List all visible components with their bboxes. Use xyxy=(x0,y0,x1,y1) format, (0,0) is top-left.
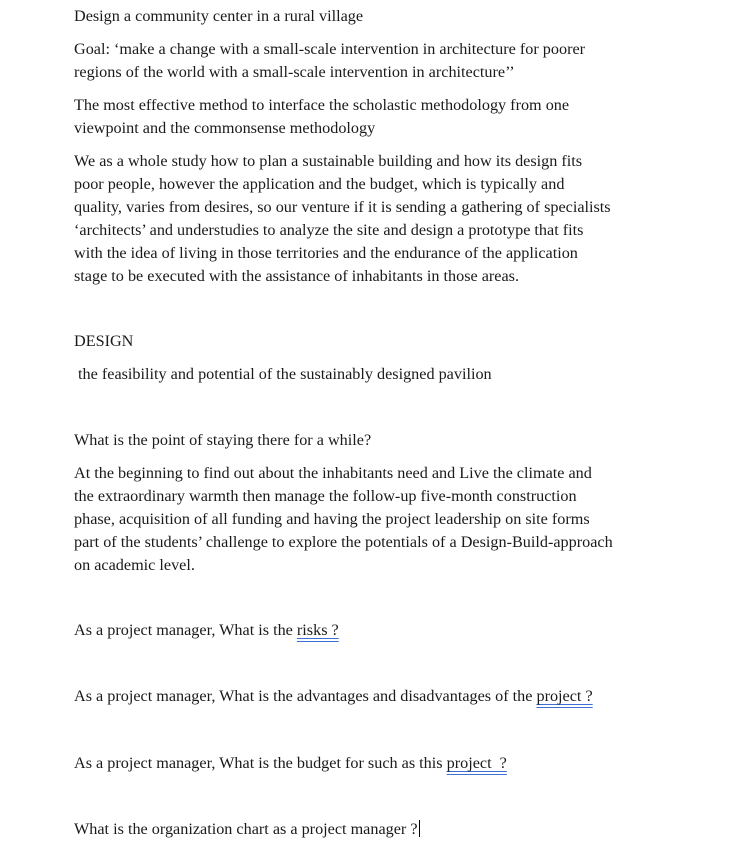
grammar-flag[interactable]: project ? xyxy=(536,687,593,705)
study-paragraph xyxy=(74,150,694,288)
text-line: quality, varies from desires, so our venture if it is sending a gathering of specialists xyxy=(74,198,611,216)
design-heading xyxy=(74,330,694,353)
text-line: stage to be executed with the assistance of inhabitants in those areas. xyxy=(74,267,520,285)
text-line xyxy=(74,818,694,841)
text-line: At the beginning to find out about the inhabitants need and Live the climate and xyxy=(74,464,592,482)
text-line: the extraordinary warmth then manage the follow-up five-month construction xyxy=(74,487,577,505)
question-advantages xyxy=(74,685,694,708)
question-budget xyxy=(74,752,694,775)
grammar-flag[interactable]: project ? xyxy=(446,754,507,772)
text-line: phase, acquisition of all funding and having the project leadership on site forms xyxy=(74,510,590,528)
question-org-chart xyxy=(74,818,694,841)
text-line: The most effective method to interface the scholastic methodology from one xyxy=(74,96,570,114)
grammar-flag[interactable]: risks ? xyxy=(296,621,339,639)
text-line: regions of the world with a small-scale intervention in architecture’’ xyxy=(74,63,515,81)
text-line xyxy=(74,685,694,708)
question-text: What is the organization chart as a project manager ? xyxy=(74,820,418,838)
text-line: part of the students’ challenge to explore the potentials of a Design-Build-approach xyxy=(74,533,613,551)
text-line: on academic level. xyxy=(74,556,195,574)
text-cursor xyxy=(419,820,420,837)
text-line: Goal: ‘make a change with a small-scale intervention in architecture for poorer xyxy=(74,40,586,58)
text-line xyxy=(74,752,694,775)
text-line: with the idea of living in those territories and the endurance of the application xyxy=(74,244,578,262)
method-paragraph xyxy=(74,94,694,140)
text-line: What is the point of staying there for a while? xyxy=(74,431,372,449)
question-stay xyxy=(74,429,694,452)
goal-paragraph xyxy=(74,38,694,84)
title-line xyxy=(74,5,694,28)
text-line xyxy=(74,619,694,642)
text-line: viewpoint and the commonsense methodology xyxy=(74,119,376,137)
text-line: DESIGN xyxy=(74,332,134,350)
text-line: We as a whole study how to plan a sustainable building and how its design fits xyxy=(74,152,583,170)
text-line: the feasibility and potential of the sustainably designed pavilion xyxy=(74,365,492,383)
question-text: As a project manager, What is the xyxy=(74,621,297,639)
question-text: As a project manager, What is the budget for such as this xyxy=(74,754,447,772)
beginning-paragraph xyxy=(74,462,694,577)
text-line: ‘architects’ and understudies to analyze the site and design a prototype that fits xyxy=(74,221,584,239)
text-line: Design a community center in a rural village xyxy=(74,7,364,25)
feasibility-line xyxy=(74,363,694,386)
text-line: poor people, however the application and the budget, which is typically and xyxy=(74,175,565,193)
question-text: As a project manager, What is the advantages and disadvantages of the xyxy=(74,687,537,705)
question-risks xyxy=(74,619,694,642)
